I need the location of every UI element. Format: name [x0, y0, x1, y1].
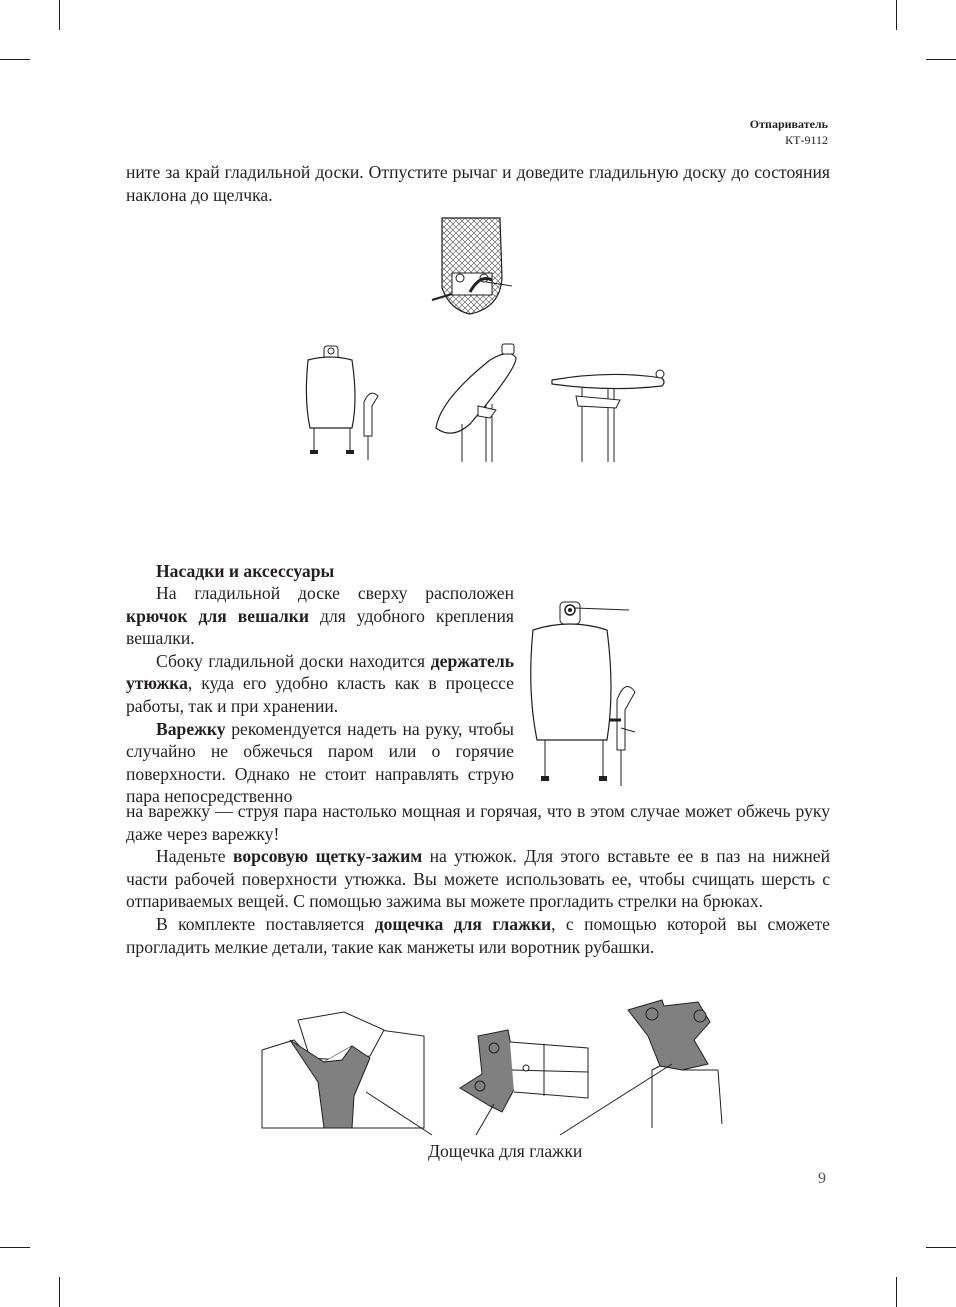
- board-horizontal-illustration: [550, 362, 670, 464]
- accessories-full-column: [126, 800, 830, 958]
- text-run: Наденьте: [156, 846, 233, 867]
- intro-text: [126, 161, 830, 206]
- board-tilted-illustration: [430, 340, 525, 465]
- crop-mark: [59, 1277, 60, 1307]
- text-run: На гладильной доске сверху расположен: [156, 583, 514, 603]
- paragraph-brush: [126, 845, 830, 913]
- paragraph-hook: [126, 582, 514, 650]
- bold-term: держатель утюжка: [126, 650, 514, 694]
- lever-detail-illustration: [420, 218, 520, 318]
- accessories-section: [126, 560, 830, 583]
- text-run: Сбоку гладильной доски находится: [156, 650, 431, 671]
- accessories-narrow-column: [126, 582, 514, 808]
- crop-mark: [926, 1247, 956, 1248]
- bold-term: Варежку: [156, 718, 226, 739]
- bold-term: ворсовую щетку-зажим: [232, 846, 423, 867]
- header-brand: Отпариватель: [749, 117, 828, 131]
- crop-mark: [0, 1247, 30, 1248]
- text-run: рекомендуется надеть на руку, чтобы случайно не обжечься паром или о горячие поверхности. Однако не стоит направлять струю пара непосредственно: [126, 718, 514, 807]
- page-number: 9: [818, 1170, 826, 1187]
- text-run: на утюжок. Для этого вставьте ее в паз на нижней части рабочей поверхности утюжка. Вы можете использовать ее, чтобы счищать шерсть с отпариваемых вещей. С помощью зажима вы можете прогладить стрелки на брюках.: [126, 846, 830, 912]
- paragraph-board: [126, 913, 830, 958]
- header-model: КТ-9112: [785, 133, 828, 147]
- crop-mark: [0, 59, 30, 60]
- board-hook-illustration: [525, 600, 635, 790]
- bold-term: крючок для вешалки: [126, 605, 310, 626]
- crop-mark: [926, 59, 956, 60]
- crop-mark: [896, 1277, 897, 1307]
- running-header: [750, 116, 828, 148]
- section-heading: Насадки и аксессуары: [156, 561, 335, 581]
- crop-mark: [896, 0, 897, 30]
- crop-mark: [59, 0, 60, 30]
- bold-term: дощечка для глажки: [374, 913, 552, 934]
- figure-caption: Дощечка для глажки: [428, 1141, 583, 1161]
- paragraph-iron-holder: [126, 650, 514, 718]
- collar-board-illustration: [262, 1000, 732, 1140]
- paragraph-mitten-continued: на варежку — струя пара настолько мощная и горячая, что в этом случае может обжечь руку даже через варежку!: [126, 801, 830, 844]
- text-run: для удобного крепления вешалки.: [126, 605, 514, 649]
- intro-paragraph: ните за край гладильной доски. Отпустите рычаг и доведите гладильную доску до состояния наклона до щелчка.: [126, 162, 830, 205]
- text-run: В комплекте поставляется: [156, 913, 375, 934]
- paragraph-mitten: [126, 718, 514, 808]
- text-run: , с помощью которой вы сможете прогладить мелкие детали, такие как манжеты или воротник рубашки.: [126, 913, 830, 957]
- text-run: , куда его удобно класть как в процессе работы, так и при хранении.: [126, 673, 514, 716]
- board-upright-illustration: [300, 340, 395, 465]
